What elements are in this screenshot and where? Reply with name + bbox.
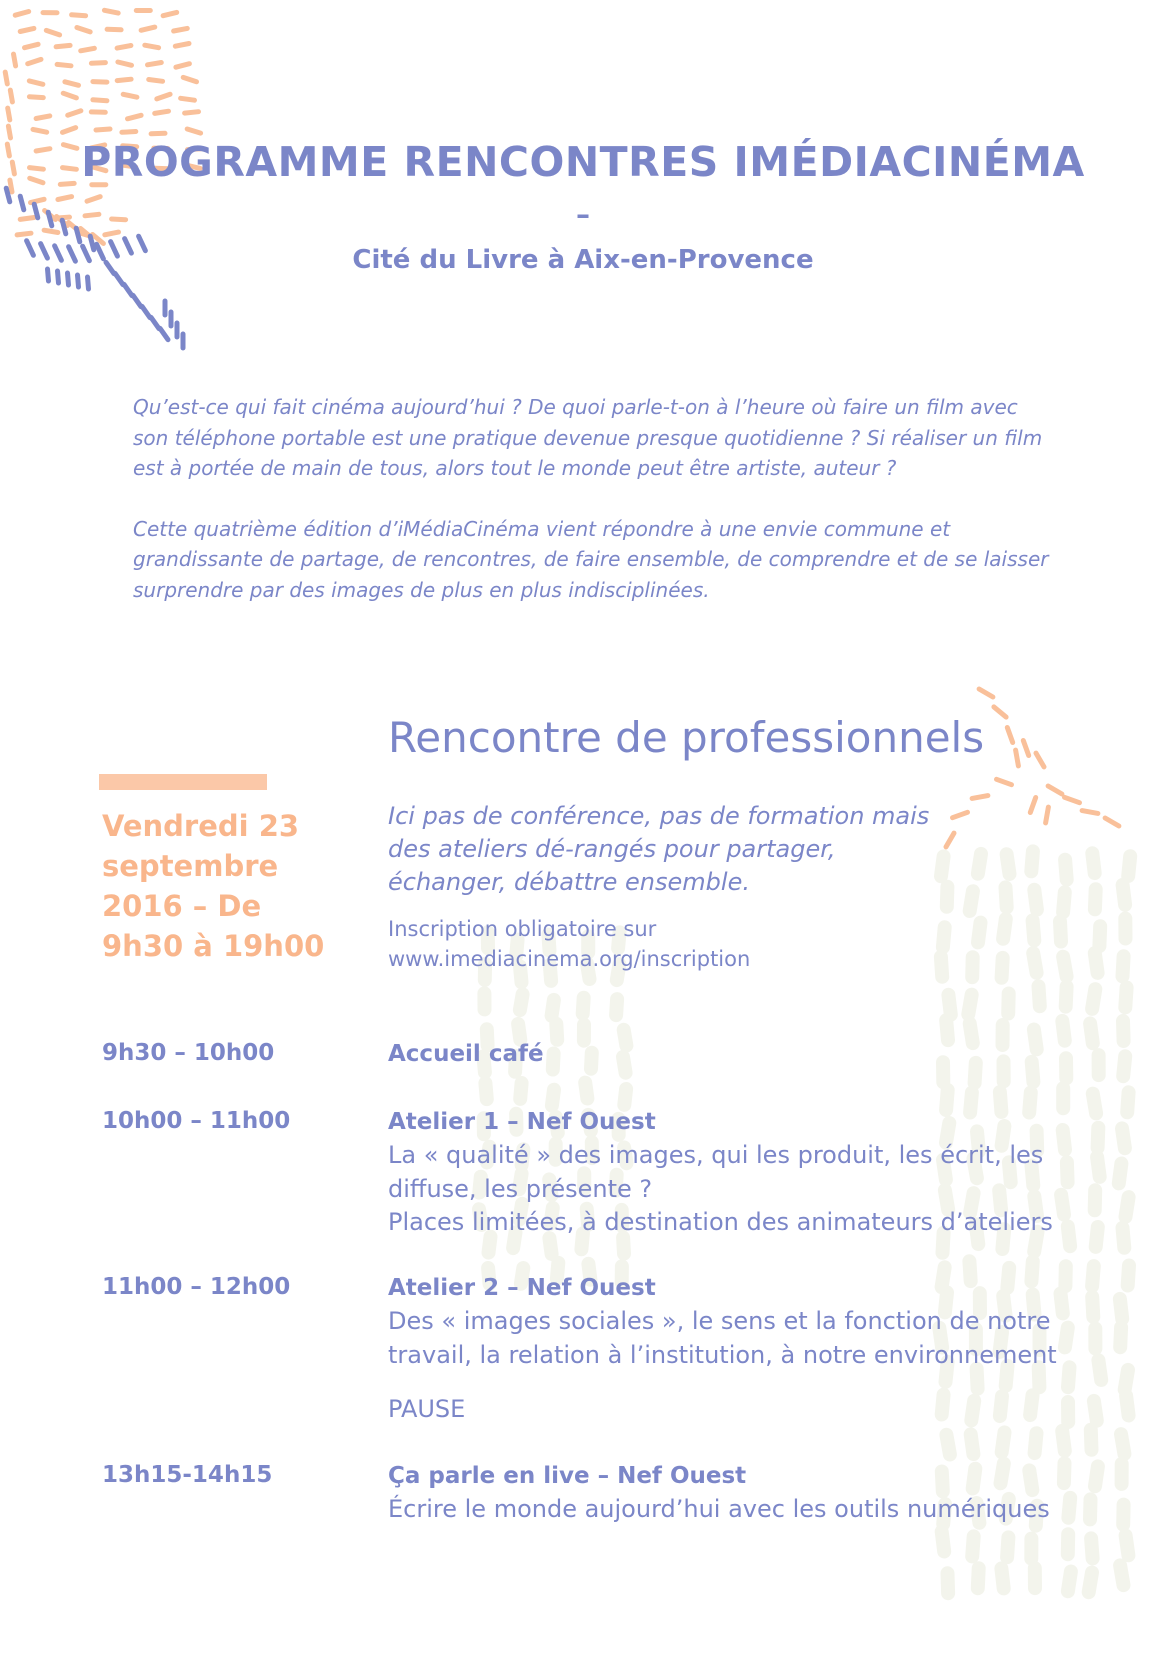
section-description: Ici pas de conférence, pas de formation mais des ateliers dé-rangés pour partager, échanger, débattre ensemble.: [388, 802, 930, 896]
schedule-time: 10h00 – 11h00: [102, 1108, 291, 1134]
schedule-time: 13h15-14h15: [102, 1462, 273, 1488]
intro-text: [133, 392, 1053, 635]
section-title: Rencontre de professionnels: [388, 713, 985, 762]
schedule-entry-line: Places limitées, à destination des animateurs d’ateliers: [388, 1208, 1053, 1236]
schedule-entry-title: Atelier 1 – Nef Ouest: [388, 1109, 656, 1135]
intro-paragraph: Cette quatrième édition d’iMédiaCinéma vient répondre à une envie commune et grandissante de partage, de rencontres, de faire ensemble, de comprendre et de se laisser surprendre par des images de plus en plus indisciplinées.: [133, 516, 1049, 602]
pause-label: PAUSE: [388, 1395, 466, 1423]
schedule-entry: [388, 1105, 1108, 1240]
inscription-label: Inscription obligatoire sur: [388, 917, 657, 941]
schedule-entry: [388, 1271, 1108, 1372]
schedule-time: 9h30 – 10h00: [102, 1040, 275, 1066]
inscription-block: [388, 914, 948, 974]
schedule-entry-title: Atelier 2 – Nef Ouest: [388, 1275, 656, 1301]
inscription-link[interactable]: www.imediacinema.org/inscription: [388, 947, 751, 971]
schedule-entry-line: Écrire le monde aujourd’hui avec les outils numériques: [388, 1495, 1050, 1523]
schedule-entry-line: Des « images sociales », le sens et la fonction de notre travail, la relation à l’institution, à notre environnement: [388, 1307, 1057, 1369]
title-separator: –: [576, 198, 590, 231]
schedule-entry-line: La « qualité » des images, qui les produit, les écrit, les diffuse, les présente ?: [388, 1141, 1044, 1203]
venue-subtitle: Cité du Livre à Aix-en-Provence: [352, 245, 814, 275]
page-title: PROGRAMME RENCONTRES IMÉDIACINÉMA: [81, 138, 1085, 186]
accent-bar: [99, 774, 267, 790]
schedule-entry: [388, 1037, 1108, 1071]
schedule-time: 11h00 – 12h00: [102, 1274, 291, 1300]
schedule-entry-title: Accueil café: [388, 1041, 544, 1067]
intro-paragraph: Qu’est-ce qui fait cinéma aujourd’hui ? De quoi parle-t-on à l’heure où faire un film avec son téléphone portable est une pratique devenue presque quotidienne ? Si réaliser un film est à portée de main de tous, alors tout le monde peut être artiste, auteur ?: [133, 395, 1043, 480]
schedule-entry: [388, 1459, 1108, 1527]
event-date: Vendredi 23 septembre 2016 – De 9h30 à 19h00: [102, 809, 325, 963]
schedule-entry-title: Ça parle en live – Nef Ouest: [388, 1463, 747, 1489]
